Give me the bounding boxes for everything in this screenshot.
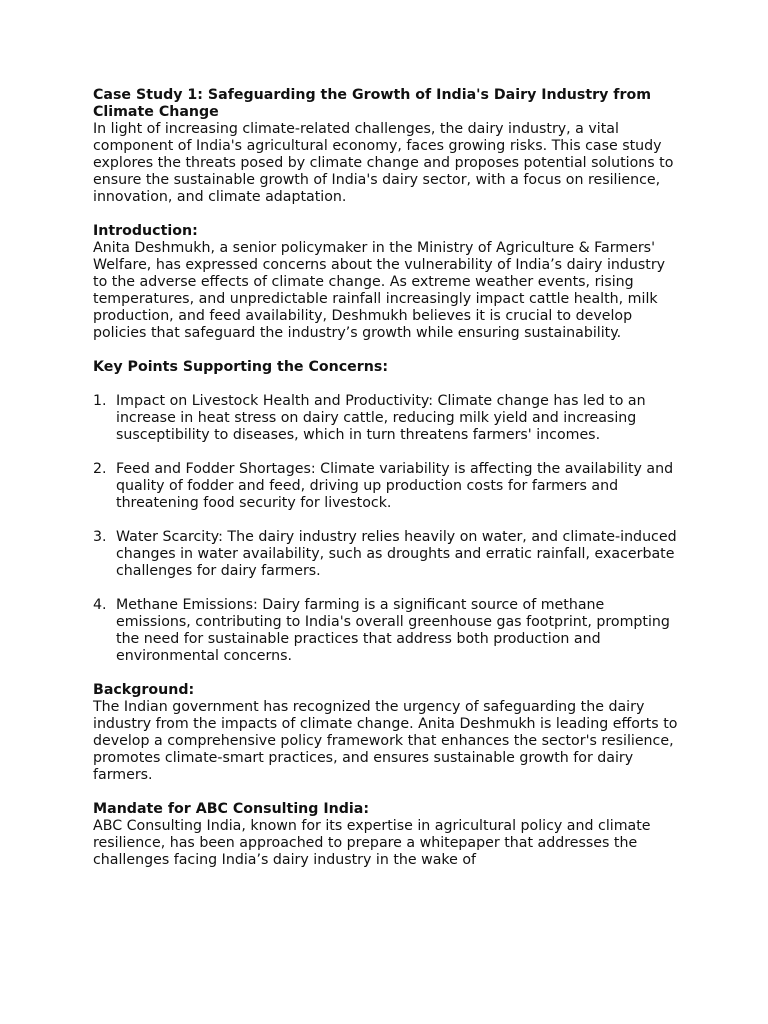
list-item	[93, 597, 683, 665]
list-item-number: 4.	[93, 597, 107, 613]
document-page	[93, 87, 683, 869]
introduction-heading: Introduction:	[93, 223, 198, 239]
introduction-text: Anita Deshmukh, a senior policymaker in the Ministry of Agriculture & Farmers' Welfare, has expressed concerns about the vulnerability of India’s dairy industry to the adverse effects of climate change. As extreme weather events, rising temperatures, and unpredictable rainfall increasingly impact cattle health, milk production, and feed availability, Deshmukh believes it is crucial to develop policies that safeguard the industry’s growth while ensuring sustainability.	[93, 240, 666, 341]
list-item-number: 3.	[93, 529, 107, 545]
background-text: The Indian government has recognized the urgency of safeguarding the dairy industry from the impacts of climate change. Anita Deshmukh is leading efforts to develop a comprehensive policy framework that enhances the sector's resilience, promotes climate-smart practices, and ensures sustainable growth for dairy farmers.	[93, 699, 678, 783]
mandate-heading: Mandate for ABC Consulting India:	[93, 801, 370, 817]
list-item	[93, 393, 683, 444]
mandate-section	[93, 801, 683, 869]
list-item	[93, 461, 683, 512]
list-item-text: Methane Emissions: Dairy farming is a significant source of methane emissions, contributing to India's overall greenhouse gas footprint, prompting the need for sustainable practices that address both production and environmental concerns.	[116, 597, 670, 664]
document-title: Case Study 1: Safeguarding the Growth of India's Dairy Industry from Climate Change	[93, 87, 652, 120]
introduction-section	[93, 223, 683, 342]
key-points-list	[93, 393, 683, 665]
intro-paragraph: In light of increasing climate-related challenges, the dairy industry, a vital component of India's agricultural economy, faces growing risks. This case study explores the threats posed by climate change and proposes potential solutions to ensure the sustainable growth of India's dairy sector, with a focus on resilience, innovation, and climate adaptation.	[93, 121, 674, 205]
background-section	[93, 682, 683, 784]
key-points-heading: Key Points Supporting the Concerns:	[93, 359, 388, 375]
background-heading: Background:	[93, 682, 195, 698]
list-item-text: Impact on Livestock Health and Productivity: Climate change has led to an increase in heat stress on dairy cattle, reducing milk yield and increasing susceptibility to diseases, which in turn threatens farmers' incomes.	[116, 393, 646, 443]
list-item-number: 1.	[93, 393, 107, 409]
list-item-text: Water Scarcity: The dairy industry relies heavily on water, and climate-induced changes in water availability, such as droughts and erratic rainfall, exacerbate challenges for dairy farmers.	[116, 529, 677, 579]
list-item-text: Feed and Fodder Shortages: Climate variability is affecting the availability and quality of fodder and feed, driving up production costs for farmers and threatening food security for livestock.	[116, 461, 674, 511]
list-item-number: 2.	[93, 461, 107, 477]
mandate-text: ABC Consulting India, known for its expertise in agricultural policy and climate resilience, has been approached to prepare a whitepaper that addresses the challenges facing India’s dairy industry in the wake of	[93, 818, 651, 868]
list-item	[93, 529, 683, 580]
